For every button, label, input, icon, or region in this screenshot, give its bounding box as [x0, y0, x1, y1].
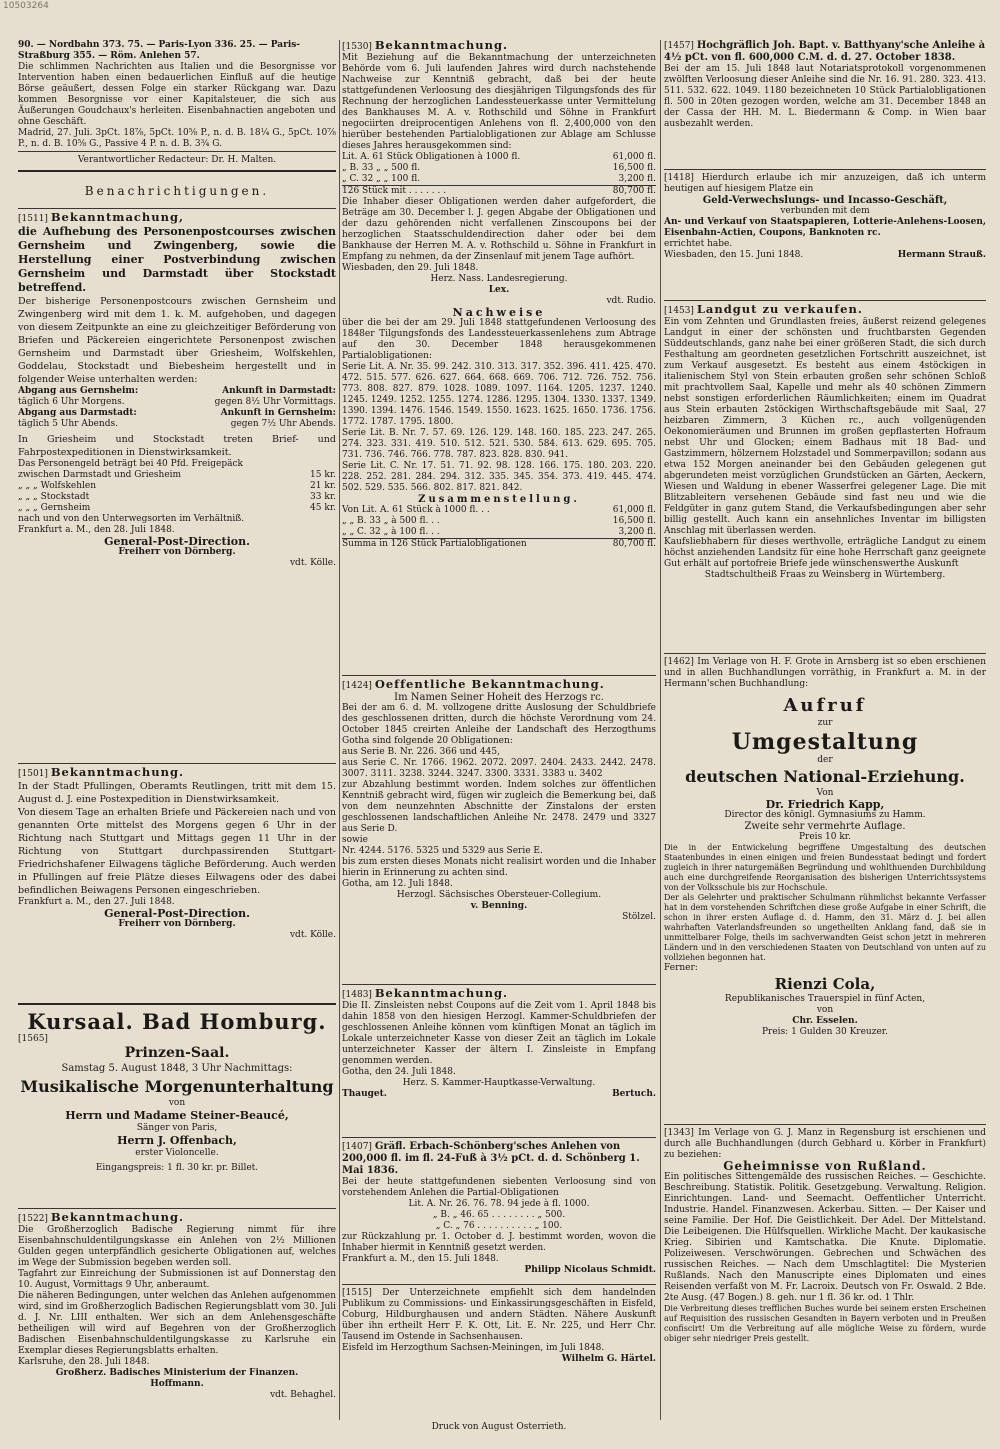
notice-ref: [1483] — [342, 990, 372, 1000]
schedule-cell: gegen 8½ Uhr Vormittags. — [214, 397, 336, 407]
notice-title: Bekanntmachung, — [50, 212, 185, 224]
notice-1343 — [664, 1128, 986, 1396]
divider — [18, 208, 336, 209]
book-price: Preis 10 kr. — [799, 832, 851, 842]
notice-title: Oeffentliche Bekanntmachung. — [374, 679, 605, 691]
editor-line: Verantwortlicher Redacteur: Dr. H. Malten. — [77, 155, 277, 165]
scan-id: 10503264 — [3, 1, 49, 11]
divider — [664, 1124, 986, 1125]
notice-signature: Großherz. Badisches Ministerium der Finanzen. — [55, 1368, 299, 1378]
notice-signature: Stölzel. — [622, 912, 656, 922]
notice-ref: [1457] — [664, 41, 694, 51]
divider — [664, 300, 986, 301]
divider — [342, 984, 656, 985]
book-description: Der als Gelehrter und praktischer Schulmann rühmlichst bekannte Verfasser hat in dem vorstehenden Schriftchen diese große Aufgabe in einer Schrift, die schon in ihrer ersten Auflage d. d. Hamm, den 31. März d. J. bei allen wahrhaften Vaterlandsfreunden so ungetheilten Anklang fand, daß sie in unmittelbarer Folge, theils im sachverwandten Geist schon jetzt in mehreren Ländern und in den verschiedenen Staaten von Deutschland von unten auf zu vollziehen begonnen hat. — [664, 893, 986, 962]
summary-row — [342, 516, 656, 527]
book-title-connector: zur — [817, 718, 833, 728]
market-report — [18, 40, 336, 148]
notice-1407 — [342, 1141, 656, 1281]
schedule-cell: täglich 6 Uhr Morgens. — [18, 397, 125, 407]
lot-desc: „ B. 33 „ „ 500 fl. — [342, 163, 421, 173]
market-line: 90. — Nordbahn 373. 75. — Paris-Lyon 336. 25. — Paris- — [18, 40, 301, 50]
book-description: Die Verbreitung dieses trefflichen Buches wurde bei seinem ersten Erscheinen auf Requisition des russischen Gesandten in Bayern verboten und in Preußen confiscirt! Um die Verbreitung auf alle mögliche Weise zu fördern, wurde obiger sehr niedriger Preis gestellt. — [664, 1304, 986, 1343]
lot-desc: „ C. 32 „ „ 100 fl. — [342, 174, 421, 184]
notice-1501 — [18, 767, 336, 999]
date-sig-row — [664, 250, 986, 261]
notice-signature: Lex. — [488, 285, 510, 295]
notice-ref: [1424] — [342, 681, 372, 691]
notice-ref: [1522] — [18, 1214, 48, 1224]
divider — [342, 1137, 656, 1138]
notice-date: Frankfurt a. M., den 27. Juli 1848. — [18, 897, 175, 907]
notice-signature: Bertuch. — [612, 1089, 656, 1099]
serie-list: Nr. 4244. 5176. 5325 und 5329 aus Serie E. — [342, 846, 543, 856]
notice-signature: Herz. Nass. Landesregierung. — [430, 274, 568, 284]
summary-row — [342, 505, 656, 516]
fare-route: „ „ „ Gernsheim — [18, 503, 91, 513]
fare-row — [18, 492, 336, 503]
fare-price: 15 kr. — [310, 470, 336, 480]
fare-row — [18, 481, 336, 492]
notice-body: zur Rückzahlung pr. 1. October d. J. bestimmt worden, wovon die Inhaber hiermit in Kenntniß gesetzt werden. — [342, 1232, 656, 1253]
book-author: Dr. Friedrich Kapp, — [765, 798, 885, 811]
notice-ref: [1501] — [18, 769, 48, 779]
notice-body: Bei der am 15. Juli 1848 laut Notariatsprotokoll vorgenommenen zwölften Verloosung dieser Anleihe sind die Nr. 16. 91. 280. 323. 413. 511. 532. 622. 1049. 1180 bezeichneten 10 Stück Partialobligationen fl. 500 in 20ten gezogen worden, welche am 31. December 1848 an der Cassa der HH. M. L. Biedermann & Comp. in Wien baar ausbezahlt werden. — [664, 64, 986, 129]
summary-amount: 16,500 fl. — [612, 516, 656, 526]
market-line: Die schlimmen Nachrichten aus Italien und die Besorgnisse vor Intervention haben einen bedauerlichen Einfluß auf die heutige Börse geäußert, dessen Folge ein starker Rückgang war. Dazu kommen Besorgnisse vor einer Kapitalsteuer, die sich aus Äußerungen Goudchaux's herleiten. Eisenbahnactien angeboten und ohne Geschäft. — [18, 62, 336, 127]
firm-name: Geld-Verwechslungs- und Incasso-Geschäft, — [702, 195, 948, 206]
serie-list: Serie Lit. A. Nr. 35. 99. 242. 310. 313. 317. 352. 396. 411. 425. 470. 472. 515. 577. 626. 627. 664. 668. 669. 706. 712. 726. 752. 756. 773. 808. 827. 879. 1028. 1089. 1097. 1164. 1205. 1237. 1240. 1245. 1249. 1252. 1255. 1274. 1286. 1295. 1304. 1330. 1337. 1349. 1390. 1394. 1476. 1546. 1549. 1550. 1623. 1625. 1650. 1736. 1756. 1772. 1787. 1795. 1800. — [342, 362, 656, 427]
nachweise-intro: über die bei der am 29. Juli 1848 stattgefundenen Verloosung des 1848er Tilgungsfonds des Landessteuerkassenlehens zum Abtrage auf den 30. December 1848 herausgekommenen Partialobligationen: — [342, 318, 656, 361]
lot-desc: Lit. A. 61 Stück Obligationen à 1000 fl. — [342, 152, 521, 162]
firm-trade: An- und Verkauf von Staatspapieren, Lotterie-Anlehens-Loosen, Eisenbahn-Actien, Coupons, Banknoten rc. — [664, 217, 986, 238]
notice-body: bis zum ersten dieses Monats nicht realisirt worden und die Inhaber hierin in Erinnerung zu achten sind. — [342, 857, 656, 878]
column-3 — [664, 40, 986, 1396]
notice-body: zur Abzahlung bestimmt worden. Indem solches zur öffentlichen Kenntniß gebracht wird, fügen wir zugleich die Bemerkung bei, daß von dem neunzehnten Abschnitte der Zinstalons der ersten geschlossenen landschaftlichen Anleihe Nr. 2478. 2479 und 3327 aus Serie D. — [342, 780, 656, 834]
notice-1462 — [664, 657, 986, 1121]
notice-body: Von diesem Tage an erhalten Briefe und Päckereien nach und von genannten Orte mittelst des Morgens gegen 6 Uhr in der Richtung nach Stuttgart und Mittags gegen 11 Uhr in der Richtung von Stuttgart durchpassirenden Stuttgart-Friedrichshafener Eilwagens tägliche Beförderung. Auch werden in Pfullingen auf freie Plätze dieses Eilwagens oder des dabei befindlichen Beiwagens Personen eingeschrieben. — [18, 807, 336, 896]
notice-signature: Philipp Nicolaus Schmidt. — [524, 1265, 656, 1275]
notice-signature: Freiherr von Dörnberg. — [118, 919, 236, 929]
fare-price: 33 kr. — [310, 492, 336, 502]
notice-body: Kaufsliebhabern für dieses werthvolle, erträgliche Landgut zu einem höchst anziehenden Landsitz für eine hohe Herrschaft ganz geeignete Gut erhält auf portofreie Briefe jede wünschenswerthe Auskunft — [664, 537, 986, 569]
book-title: Umgestaltung — [731, 729, 919, 755]
schedule-row — [18, 386, 336, 397]
schedule-cell: Ankunft in Gernsheim: — [220, 408, 336, 418]
schedule-cell: täglich 5 Uhr Abends. — [18, 419, 118, 429]
notice-signature: General-Post-Direction. — [104, 535, 250, 548]
notice-ref: [1530] — [342, 42, 372, 52]
fare-route: „ „ „ Stockstadt — [18, 492, 90, 502]
lot-row — [342, 185, 656, 197]
notice-signature: v. Benning. — [470, 901, 528, 911]
divider — [664, 653, 986, 654]
notice-ref: [1418] — [664, 173, 694, 183]
notice-body: Ein vom Zehnten und Grundlasten freies, äußerst reizend gelegenes Landgut in einer der schönsten und fruchtbarsten Gegenden Süddeutschlands, ganz nahe bei einer größeren Stadt, die sich durch Festhaltung am geordneten gesetzlichen Fortschritt auszeichnet, ist zum Verkauf ausgesetzt. Es besteht aus einem 4stöckigen in italienischem Styl von Stein erbauten großen sehr schönen Schloß mit prachtvollem Saal, Kapelle und mehr als 40 schönen Zimmern nebst sonstigen erforderlichen Räumlichkeiten; einem im Quadrat aus Stein erbauten 2stöckigen Wirthschaftsgebäude mit Saal, 27 heizbaren Zimmern, 3 Küchen rc., auch vollgenügenden Oekonomieräumen und Brunnen im großen gepflasterten Hofraum nebst Uhr und Glocken; einem Badhaus mit 18 Bad- und Gastzimmern, hölzernem Holzstadel und Sommerpavillon; sodann aus etwa 152 Morgen aneinander bei den Gebäuden gelegenen gut abgerundeten meist vorzüglichen Grundstücken an Gärten, Aeckern, Wiesen und Waldung in ebener Wasserfrei gelegener Lage. Die mit Blitzableitern versehenen Gebäude sind fast neu und wie die Feldgüter in ganz gutem Stand, die Verkaufsbedingungen aber sehr billig gestellt. Auch kann ein ansehnliches Inventar im billigsten Anschlag mit überlassen werden. — [664, 317, 986, 536]
kursaal-title: Kursaal. Bad Homburg. — [27, 1009, 327, 1034]
summary-desc: „ „ B. 33 „ à 500 fl. . . — [342, 516, 440, 526]
notice-body: Tagfahrt zur Einreichung der Submissionen ist auf Donnerstag den 10. August, Vormittags 9 Uhr, anberaumt. — [18, 1269, 336, 1290]
book-title: Aufruf — [783, 695, 867, 716]
divider — [18, 151, 336, 152]
notice-body: errichtet habe. — [664, 239, 733, 249]
book-von: von — [816, 1005, 834, 1015]
schedule-row — [18, 397, 336, 408]
schedule-cell: Ankunft in Darmstadt: — [222, 386, 336, 396]
book-von: Von — [816, 788, 834, 798]
kursaal-von: von — [168, 1098, 186, 1108]
summary-row — [342, 538, 656, 550]
ferner-label: Ferner: — [664, 963, 698, 973]
divider — [18, 1003, 336, 1005]
notice-ref: [1462] — [664, 657, 694, 667]
notice-title: Gräfl. Erbach-Schönberg'sches Anlehen von 200,000 fl. im fl. 24-Fuß à 3½ pCt. d. d. Schönberg 1. Mai 1836. — [342, 1141, 640, 1176]
notice-signature: Thauget. — [342, 1089, 387, 1099]
summary-desc: „ „ C. 32 „ à 100 fl. . . — [342, 527, 440, 537]
notice-intro: Im Verlage von H. F. Grote in Arnsberg ist so eben erschienen und in allen Buchhandlungen vorräthig, in Frankfurt a. M. in der Hermann'schen Buchhandlung: — [664, 657, 986, 689]
lot-amount: 16,500 fl. — [612, 163, 656, 173]
notice-title: Bekanntmachung. — [50, 767, 185, 779]
notice-signature: Herzogl. Sächsisches Obersteuer-Collegium. — [396, 890, 602, 900]
notice-title: Bekanntmachung. — [374, 988, 509, 1000]
notice-ref: [1565] — [18, 1034, 48, 1044]
notice-ref: [1515] — [342, 1288, 372, 1298]
kursaal-performers: Herrn und Madame Steiner-Beaucé, — [65, 1109, 289, 1122]
notice-vdt: vdt. Kölle. — [289, 558, 336, 568]
notice-1418 — [664, 173, 986, 297]
notice-date: Frankfurt a. M., den 28. Juli 1848. — [18, 525, 175, 535]
summary-desc: Summa in 126 Stück Partialobligationen — [342, 539, 527, 549]
book-subtitle: Republikanisches Trauerspiel in fünf Acten, — [724, 994, 926, 1004]
schedule-cell: Abgang aus Gernsheim: — [18, 386, 139, 396]
divider — [18, 170, 336, 172]
nachweise-title: Nachweise — [452, 306, 546, 319]
notice-signature: General-Post-Direction. — [104, 907, 250, 920]
notice-1483 — [342, 988, 656, 1134]
book-title: deutschen National-Erziehung. — [685, 767, 965, 786]
divider — [342, 1284, 656, 1285]
notice-body: Der Unterzeichnete empfiehlt sich dem handelnden Publikum zu Commissions- und Einkassirungsgeschäften in Eisfeld, Coburg, Hildburghausen und andern Städten. Nähere Auskunft über ihn ertheilt Herr F. K. Ott, Lit. E. Nr. 225, und Herr Chr. Tausend im Ostende in Sachsenhausen. — [342, 1288, 656, 1342]
notice-intro: die Aufhebung des Personenpostcourses zwischen Gernsheim und Zwingenberg, sowie die Herstellung einer Postverbindung zwischen Gernsheim und Darmstadt über Stockstadt betreffend. — [18, 225, 336, 294]
printer-imprint: Druck von August Osterrieth. — [431, 1422, 567, 1432]
notice-1424 — [342, 679, 656, 981]
lot-row — [342, 163, 656, 174]
notice-1515 — [342, 1288, 656, 1384]
notice-body: In der Stadt Pfullingen, Oberamts Reutlingen, tritt mit dem 15. August d. J. eine Postexpedition in Dienstwirksamkeit. — [18, 781, 336, 805]
book-description: Ein politisches Sittengemälde des russischen Reiches. — Geschichte. Beschreibung. Statistik. Politik. Gesetzgebung. Verwaltung. Religion. Einrichtungen. Land- und Seemacht. Oeffentlicher Unterricht. Industrie. Handel. Finanzwesen. Ackerbau. Sitten. — Der Kaiser und seine Familie. Der Hof. Die Geistlichkeit. Der Adel. Der Mittelstand. Die Leibeigenen. Die Hülfsquellen. Wirkliche Macht. Der kaukasische Krieg. Sibirien und Kamtschatka. Die Knute. Diplomatie. Polizeiwesen. Verschwörungen. Gebrechen und Schwächen des russischen Reiches. — Nach dem Umschlagtitel: Die Mysterien Rußlands. Nach den Manuscripte eines Diplomaten und eines Reisenden verfaßt von M. Fr. Lacroix. Deutsch von Fr. Oswald. 2 Bde. 2te Ausg. (47 Bogen.) 8. geh. nur 1 fl. 36 kr. od. 1 Thlr. — [664, 1172, 986, 1303]
notice-ref: [1407] — [342, 1142, 372, 1152]
notice-body: Mit Beziehung auf die Bekanntmachung der unterzeichneten Behörde vom 6. Juli laufenden Jahres wird durch nachstehende Nachweise zur Kenntniß gebracht, daß bei der heute stattgefundenen Verloosung des diesjährigen Tilgungsfonds des für Rechnung der herzoglichen Landessteuerkasse unter Vermittelung des Bankhauses M. A. v. Rothschild und Söhne in Frankfurt negociirten dreiprocentigen Anlehens von fl. 2,400,000 von den hierüber bestehenden Partialobligationen zur Ablage am Schlusse dieses Jahres herausgekommen sind: — [342, 53, 656, 151]
summary-title: Zusammenstellung. — [418, 494, 580, 505]
kursaal-ad — [18, 1009, 336, 1205]
notice-signature: Herz. S. Kammer-Hauptkasse-Verwaltung. — [402, 1078, 596, 1088]
notice-date: Karlsruhe, den 28. Juli 1848. — [18, 1357, 150, 1367]
book-author: Chr. Esselen. — [792, 1016, 858, 1026]
notice-body: nach und von den Unterwegsorten im Verhältniß. — [18, 514, 245, 524]
fare-price: 21 kr. — [310, 481, 336, 491]
notice-signature: Wilhelm G. Härtel. — [561, 1354, 656, 1364]
kursaal-hall: Prinzen-Saal. — [124, 1045, 230, 1061]
schedule-row — [18, 408, 336, 419]
schedule-row — [18, 419, 336, 430]
notice-title: Landgut zu verkaufen. — [696, 304, 863, 316]
lot-amount: 61,000 fl. — [612, 152, 656, 162]
column-1 — [18, 40, 336, 1449]
lot-amount: 3,200 fl. — [618, 174, 656, 184]
kursaal-sub: Sänger von Paris, — [136, 1123, 218, 1133]
serie-list: aus Serie B. Nr. 226. 366 und 445, — [342, 747, 500, 757]
fare-route: „ „ „ Wolfskehlen — [18, 481, 97, 491]
kursaal-event: Musikalische Morgenunterhaltung — [20, 1077, 334, 1096]
kursaal-date: Samstag 5. August 1848, 3 Uhr Nachmittags: — [61, 1063, 293, 1074]
notice-intro: Im Verlage von G. J. Manz in Regensburg ist erschienen und durch alle Buchhandlungen (durch Gebhard u. Körber in Frankfurt) zu beziehen: — [664, 1128, 986, 1160]
market-line: Straßburg 355. — Röm. Anlehen 57. — [18, 51, 200, 61]
summary-desc: Von Lit. A. 61 Stück à 1000 fl. . . — [342, 505, 490, 515]
lot-amount: 80,700 fl. — [612, 186, 656, 196]
notice-title: Bekanntmachung. — [374, 40, 509, 52]
serie-list: aus Serie C. Nr. 1766. 1962. 2072. 2097. 2404. 2433. 2442. 2478. 3007. 3111. 3238. 3244. 3247. 3300. 3331. 3383 u. 3402 — [342, 758, 656, 779]
fare-row — [18, 503, 336, 514]
notice-date: Wiesbaden, den 29. Juli 1848. — [342, 263, 479, 273]
column-2 — [342, 40, 656, 1384]
book-title-connector: der — [817, 755, 833, 765]
kursaal-price: Eingangspreis: 1 fl. 30 kr. pr. Billet. — [95, 1163, 259, 1173]
fare-price: 45 kr. — [310, 503, 336, 513]
book-edition: Zweite sehr vermehrte Auflage. — [744, 821, 906, 832]
schedule-cell: gegen 7½ Uhr Abends. — [230, 419, 336, 429]
serie-list: Serie Lit. C. Nr. 17. 51. 71. 92. 98. 128. 166. 175. 180. 203. 220. 228. 252. 281. 284. 294. 312. 335. 345. 354. 373. 419. 445. 474. 502. 529. 535. 566. 802. 817. 821. 842. — [342, 461, 656, 493]
notice-date: Frankfurt a. M., den 15. Juli 1848. — [342, 1254, 499, 1264]
lot-row: „ C. „ 76 . . . . . . . . . . „ 100. — [435, 1221, 563, 1231]
notice-date: Eisfeld im Herzogthum Sachsen-Meiningen, im Juli 1848. — [342, 1343, 605, 1353]
lot-desc: 126 Stück mit . . . . . . . — [342, 186, 447, 196]
lot-row: Lit. A. Nr. 26. 76. 78. 94 jede à fl. 1000. — [408, 1199, 590, 1209]
lot-row: „ B. „ 46. 65 . . . . . . . . „ 500. — [432, 1210, 566, 1220]
notice-1522 — [18, 1212, 336, 1449]
divider — [18, 1208, 336, 1209]
book-description: Die in der Entwickelung begriffene Umgestaltung des deutschen Staatenbundes in einen einigen und freien Bundesstaat bedingt und fordert zugleich in ihrer naturgemäßen Begründung und wohlthuenden Durchbildung auch eine durchgreifende Reorganisation des bisherigen Unterrichtssystems von der Volksschule bis zur Hochschule. — [664, 843, 986, 892]
book-author-position: Director des königl. Gymnasiums zu Hamm. — [724, 810, 926, 820]
signature-row — [342, 1089, 656, 1100]
notice-vdt: vdt. Behaghel. — [270, 1390, 336, 1400]
fare-row — [18, 470, 336, 481]
notice-vdt: vdt. Rudio. — [606, 296, 656, 306]
fare-route: zwischen Darmstadt und Griesheim — [18, 470, 182, 480]
notice-1457 — [664, 40, 986, 166]
lot-row — [342, 174, 656, 185]
divider — [342, 675, 656, 676]
notice-body: Die näheren Bedingungen, unter welchen das Anlehen aufgenommen wird, sind im Großherzoglich Badischen Regierungsblatt vom 30. Juli d. J. Nr. LIII enthalten. Wer sich an dem Anlehensgeschäfte betheiligen will wird auf Begehren von der Großherzoglich Badischen Eisenbahnschuldentilgungskasse zu Karlsruhe ein Exemplar dieses Regierungsblatts erhalten. — [18, 1291, 336, 1356]
notice-body: Der bisherige Personenpostcours zwischen Gernsheim und Zwingenberg wird mit dem 1. k. M. aufgehoben, und dagegen von diesem Zeitpunkte an eine zu gleichzeitiger Beförderung von Briefen und Päckereien eingerichtete Personenpost zwischen Gernsheim und Darmstadt über Griesheim, Wolfskehlen, Goddelau, Stockstadt und Biebesheim hergestellt und in folgender Weise unterhalten werden: — [18, 296, 336, 385]
kursaal-performer2: Herrn J. Offenbach, — [117, 1134, 237, 1147]
notice-1511 — [18, 212, 336, 760]
notice-date: Gotha, den 24. Juli 1848. — [342, 1067, 456, 1077]
book-title: Geheimnisse von Rußland. — [723, 1159, 927, 1173]
summary-amount: 61,000 fl. — [612, 505, 656, 515]
notice-vdt: vdt. Kölle. — [289, 930, 336, 940]
notice-ref: [1453] — [664, 306, 694, 316]
notice-body: In Griesheim und Stockstadt treten Brief- und Fahrpostexpeditionen in Dienstwirksamkeit. — [18, 434, 336, 458]
column-rule — [339, 40, 340, 1420]
notice-date: Gotha, am 12. Juli 1848. — [342, 879, 453, 889]
schedule-cell: Abgang aus Darmstadt: — [18, 408, 137, 418]
notice-body: sowie — [342, 835, 368, 845]
notice-ref: [1511] — [18, 214, 48, 224]
notice-intro: Im Namen Seiner Hoheit des Herzogs rc. — [394, 692, 604, 703]
notice-signature: Hoffmann. — [150, 1379, 204, 1389]
notice-ref: [1343] — [664, 1128, 694, 1138]
book-title: Rienzi Cola, — [774, 975, 876, 993]
fare-route: Das Personengeld beträgt bei 40 Pfd. Freigepäck — [18, 459, 243, 469]
notice-body: Bei der heute stattgefundenen siebenten Verloosung sind von vorstehendem Anlehen die Partial-Obligationen — [342, 1177, 656, 1198]
notice-signature: Freiherr von Dörnberg. — [118, 547, 236, 557]
book-price: Preis: 1 Gulden 30 Kreuzer. — [762, 1027, 888, 1037]
notice-date: Wiesbaden, den 15. Juni 1848. — [664, 250, 804, 260]
summary-amount: 80,700 fl. — [612, 539, 656, 549]
section-title: Benachrichtigungen. — [84, 184, 270, 198]
notice-body: Bei der am 6. d. M. vollzogene dritte Auslosung der Schuldbriefe des geschlossenen dritten, durch die höchste Verordnung vom 24. October 1845 creirten Anleihe der Landschaft des Herzogthums Gotha sind folgende 20 Obligationen: — [342, 703, 656, 746]
divider — [664, 169, 986, 170]
divider — [18, 763, 336, 764]
notice-signature: Stadtschultheiß Fraas zu Weinsberg in Würtemberg. — [704, 570, 946, 580]
notice-title: Hochgräflich Joh. Bapt. v. Batthyany'sche Anleihe à 4½ pCt. von fl. 600,000 C.M. d. d. 27. October 1838. — [664, 40, 986, 63]
notice-signature: Hermann Strauß. — [897, 250, 986, 260]
notice-body: verbunden mit dem — [780, 206, 870, 216]
notice-body: Die Großherzoglich Badische Regierung nimmt für ihre Eisenbahnschuldentilgungskasse ein Anlehen von 2½ Millionen Gulden gegen unterpfändlich gesicherte Obligationen auf, welches im Wege der Submission begeben werden soll. — [18, 1225, 336, 1268]
lot-row — [342, 152, 656, 163]
fare-row — [18, 459, 336, 470]
summary-row — [342, 527, 656, 538]
notice-1530 — [342, 40, 656, 672]
market-line: Madrid, 27. Juli. 3pCt. 18⅞, 5pCt. 10⅝ P., n. d. B. 18¼ G., 5pCt. 10⅞ P., n. d. B. 10⅝ G., Passive 4 P. n. d. B. 3¾ G. — [18, 128, 336, 148]
serie-list: Serie Lit. B. Nr. 7. 57. 69. 126. 129. 148. 160. 185. 223. 247. 265. 274. 323. 331. 419. 510. 512. 521. 530. 584. 613. 629. 695. 705. 731. 736. 746. 766. 778. 787. 823. 828. 830. 941. — [342, 428, 656, 460]
notice-intro: Hierdurch erlaube ich mir anzuzeigen, daß ich unterm heutigen auf hiesigem Platze ein — [664, 173, 986, 194]
notice-title: Bekanntmachung. — [50, 1212, 185, 1224]
column-rule — [660, 40, 661, 1420]
notice-body: Die Inhaber dieser Obligationen werden daher aufgefordert, die Beträge am 30. December l. J. gegen Abgabe der Obligationen und der dazu gehörenden nicht verfallenen Zinscoupons bei der herzoglichen Staatsschuldendirection daher oder bei dem Bankhause der Herren M. A. v. Rothschild u. Söhne in Frankfurt in Empfang zu nehmen, da der Zinsenlauf mit jenem Tage aufhört. — [342, 197, 656, 262]
notice-body: Die II. Zinsleisten nebst Coupons auf die Zeit vom 1. April 1848 bis dahin 1858 von den hiesigen Herzogl. Kammer-Schuldbriefen der geschlossenen Anleihe können vom künftigen Monat an täglich im Lokale unterzeichneter Kasse von dieser Zeit an täglich im Lokale unterzeichneter Kasser der ältern I. Zinsleiste in Empfang genommen werden. — [342, 1001, 656, 1066]
notice-1453 — [664, 304, 986, 650]
summary-amount: 3,200 fl. — [618, 527, 656, 537]
kursaal-sub: erster Violoncelle. — [135, 1148, 219, 1158]
